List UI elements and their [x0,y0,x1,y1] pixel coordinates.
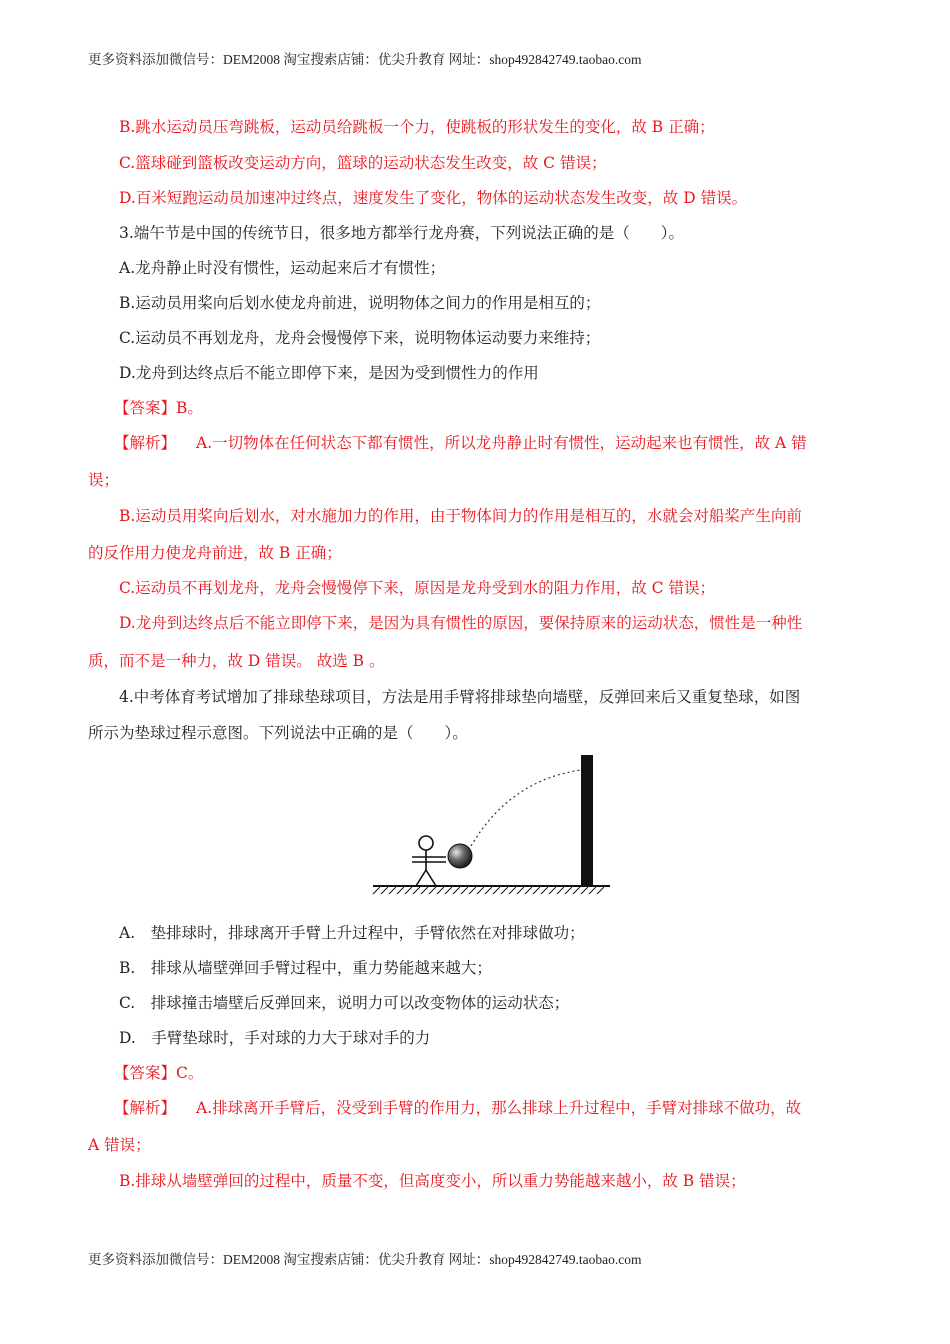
q3-explanation-d-line1: D.龙舟到达终点后不能立即停下来，是因为具有惯性的原因，要保持原来的运动状态，惯性是一种性 [119,614,803,632]
q4-option-a: A. 垫排球时，排球离开手臂上升过程中，手臂依然在对排球做功； [119,924,585,942]
ball-trajectory [471,770,581,846]
q3-option-b: B.运动员用桨向后划水使龙舟前进，说明物体之间力的作用是相互的； [119,294,601,312]
prev-explanation-b: B.跳水运动员压弯跳板，运动员给跳板一个力，使跳板的形状发生的变化，故 B 正确； [119,118,715,136]
q3-option-c: C.运动员不再划龙舟，龙舟会慢慢停下来，说明物体运动要力来维持； [119,329,601,347]
page-header: 更多资料添加微信号：DEM2008 淘宝搜索店铺：优尖升教育 网址：shop492842749.taobao.com [88,52,642,67]
prev-explanation-c: C.篮球碰到篮板改变运动方向，篮球的运动状态发生改变，故 C 错误； [119,154,607,172]
q4-explanation-b: B.排球从墙壁弹回的过程中，质量不变，但高度变小，所以重力势能越来越小，故 B 错误； [119,1172,746,1190]
q4-option-c: C. 排球撞击墙壁后反弹回来，说明力可以改变物体的运动状态； [119,994,570,1012]
q3-analysis-label: 【解析】 [114,434,177,452]
q3-explanation-a-line1: A.一切物体在任何状态下都有惯性，所以龙舟静止时有惯性，运动起来也有惯性，故 A 错 [196,434,807,452]
q3-answer: 【答案】B。 [114,399,203,417]
q3-option-a: A.龙舟静止时没有惯性，运动起来后才有惯性； [119,259,446,277]
q4-analysis-label: 【解析】 [114,1099,177,1117]
q3-option-d: D.龙舟到达终点后不能立即停下来，是因为受到惯性力的作用 [119,364,539,382]
q3-explanation-a-line2: 误； [88,471,120,489]
q3-explanation-b-line2: 的反作用力使龙舟前进，故 B 正确； [88,544,342,562]
q4-explanation-a-line1: A.排球离开手臂后，没受到手臂的作用力，那么排球上升过程中，手臂对排球不做功，故 [196,1099,802,1117]
q4-stem-line2: 所示为垫球过程示意图。下列说法中正确的是（ ）。 [88,724,468,742]
prev-explanation-d: D.百米短跑运动员加速冲过终点，速度发生了变化，物体的运动状态发生改变，故 D 错误。 [119,189,748,207]
q3-explanation-d-line2: 质，而不是一种力，故 D 错误。 故选 B 。 [88,652,385,670]
q3-stem: 3.端午节是中国的传统节日，很多地方都举行龙舟赛，下列说法正确的是（ ）。 [119,224,685,242]
wall [581,755,593,886]
volleyball [448,844,472,868]
person-figure [412,836,446,886]
page-footer: 更多资料添加微信号：DEM2008 淘宝搜索店铺：优尖升教育 网址：shop492842749.taobao.com [88,1252,642,1267]
q3-explanation-c: C.运动员不再划龙舟，龙舟会慢慢停下来，原因是龙舟受到水的阻力作用，故 C 错误； [119,579,715,597]
q4-explanation-a-line2: A 错误； [88,1136,151,1154]
q3-explanation-b-line1: B.运动员用桨向后划水，对水施加力的作用，由于物体间力的作用是相互的，水就会对船桨产生向前 [119,507,802,525]
q4-option-d: D. 手臂垫球时，手对球的力大于球对手的力 [119,1029,431,1047]
ground [373,886,610,894]
q4-stem-line1: 4.中考体育考试增加了排球垫球项目，方法是用手臂将排球垫向墙壁，反弹回来后又重复垫球，如图 [119,688,801,706]
q4-answer: 【答案】C。 [114,1064,204,1082]
q4-option-b: B. 排球从墙壁弹回手臂过程中，重力势能越来越大； [119,959,492,977]
